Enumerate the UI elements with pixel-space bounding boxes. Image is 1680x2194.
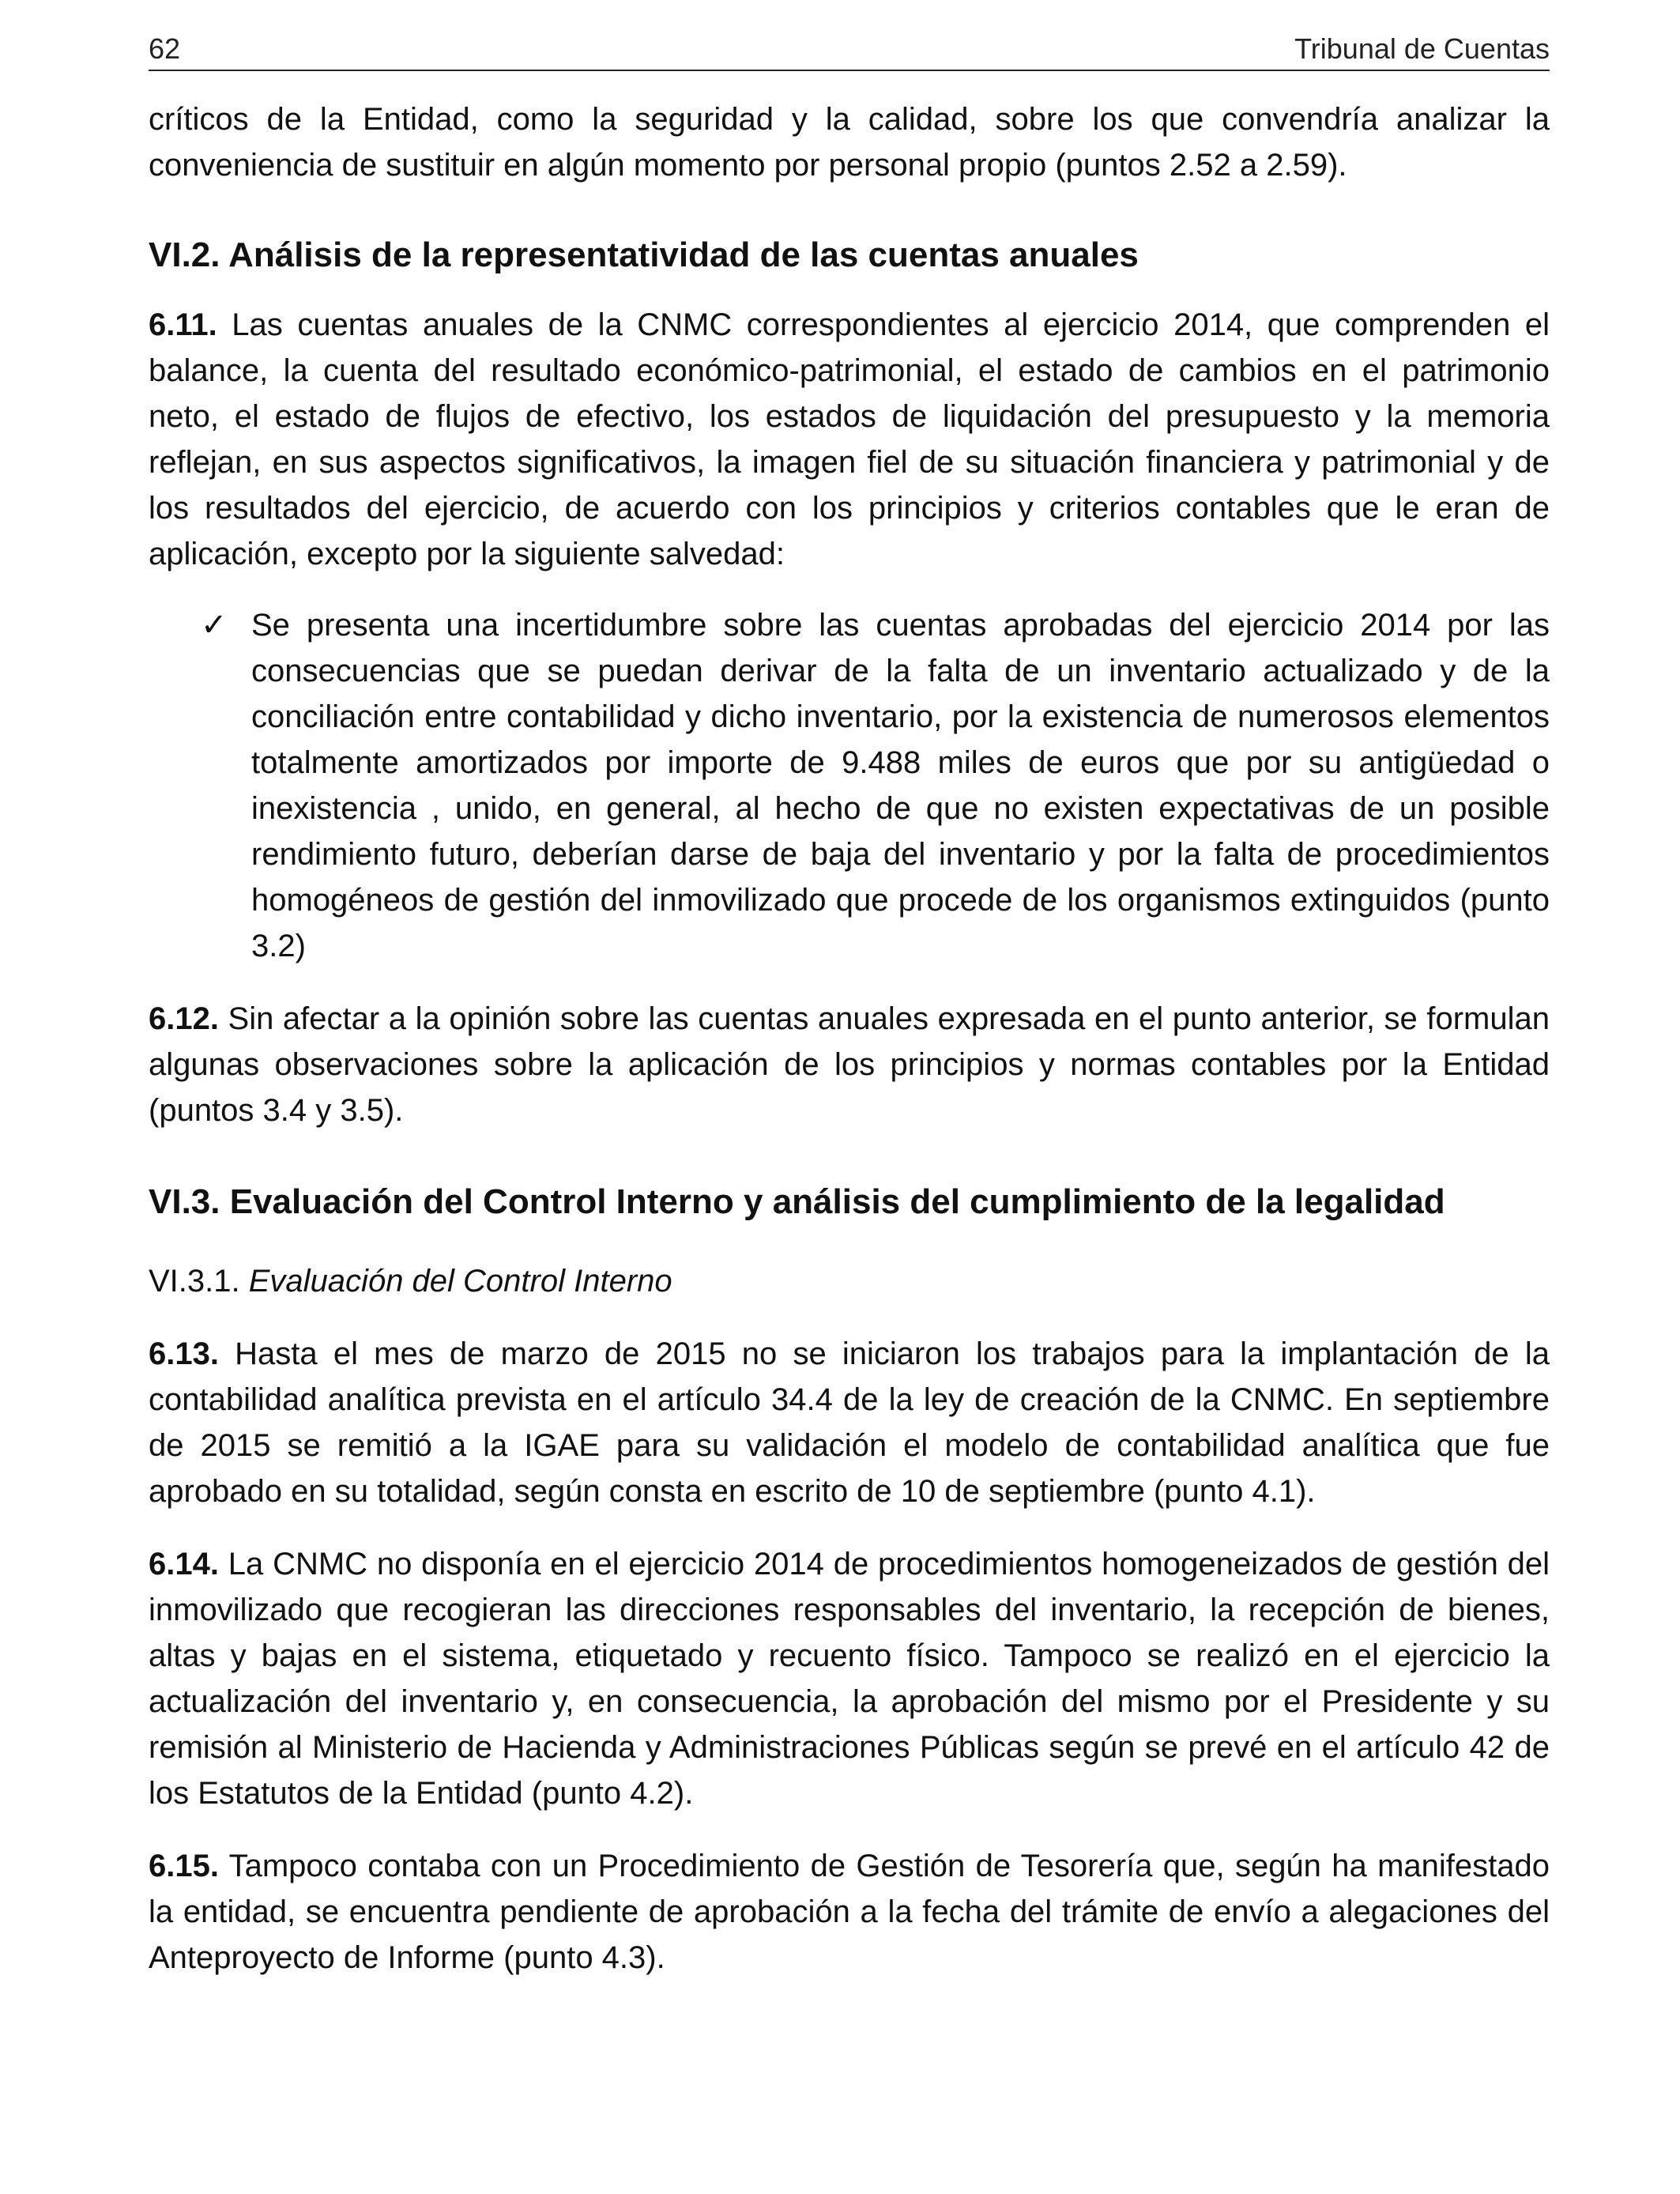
- paragraph-6-15: [149, 1843, 1550, 1981]
- section-heading-vi3: VI.3. Evaluación del Control Interno y análisis del cumplimiento de la legalidad: [149, 1182, 1445, 1221]
- paragraph-text: Sin afectar a la opinión sobre las cuentas anuales expresada en el punto anterior, se formulan algunas observaciones sobre la aplicación de los principios y normas contables por la Entidad (puntos 3.4 y 3.5).: [149, 1001, 1550, 1128]
- subsection-title: Evaluación del Control Interno: [248, 1264, 672, 1299]
- paragraph-text: Hasta el mes de marzo de 2015 no se iniciaron los trabajos para la implantación de la contabilidad analítica prevista en el artículo 34.4 de la ley de creación de la CNMC. En septiembre de 2015 se remitió a la IGAE para su validación el modelo de contabilidad analítica que fue aprobado en su totalidad, según consta en escrito de 10 de septiembre (punto 4.1).: [149, 1336, 1550, 1509]
- paragraph-number: 6.12.: [149, 1001, 219, 1036]
- paragraph-text: Las cuentas anuales de la CNMC correspondientes al ejercicio 2014, que comprenden el balance, la cuenta del resultado económico-patrimonial, el estado de cambios en el patrimonio neto, el estado de flujos de efectivo, los estados de liquidación del presupuesto y la memoria reflejan, en sus aspectos significativos, la imagen fiel de su situación financiera y patrimonial y de los resultados del ejercicio, de acuerdo con los principios y criterios contables que le eran de aplicación, excepto por la siguiente salvedad:: [149, 307, 1550, 571]
- paragraph-6-11: [149, 302, 1550, 577]
- paragraph-text: Tampoco contaba con un Procedimiento de Gestión de Tesorería que, según ha manifestado la entidad, se encuentra pendiente de aprobación a la fecha del trámite de envío a alegaciones del Anteproyecto de Informe (punto 4.3).: [149, 1849, 1550, 1975]
- page-header: [149, 32, 1550, 71]
- paragraph-number: 6.14.: [149, 1547, 219, 1581]
- section-heading-vi2: VI.2. Análisis de la representatividad de las cuentas anuales: [149, 236, 1139, 274]
- paragraph-6-13: [149, 1331, 1550, 1514]
- page-number: 62: [149, 32, 181, 65]
- paragraph-number: 6.13.: [149, 1336, 219, 1371]
- subsection-heading-vi31: [149, 1258, 1550, 1304]
- paragraph-number: 6.15.: [149, 1849, 219, 1883]
- paragraph-6-14: [149, 1541, 1550, 1816]
- paragraph-intro: críticos de la Entidad, como la seguridad y la calidad, sobre los que convendría analizar la conveniencia de sustituir en algún momento por personal propio (puntos 2.52 a 2.59).: [149, 102, 1550, 183]
- document-page: [149, 32, 1550, 1981]
- bullet-text: Se presenta una incertidumbre sobre las cuentas aprobadas del ejercicio 2014 por las consecuencias que se puedan derivar de la falta de un inventario actualizado y de la conciliación entre contabilidad y dicho inventario, por la existencia de numerosos elementos totalmente amortizados por importe de 9.488 miles de euros que por su antigüedad o inexistencia , unido, en general, al hecho de que no existen expectativas de un posible rendimiento futuro, deberían darse de baja del inventario y por la falta de procedimientos homogéneos de gestión del inmovilizado que procede de los organismos extinguidos (punto 3.2): [251, 608, 1550, 963]
- paragraph-number: 6.11.: [149, 307, 217, 342]
- check-icon: ✓: [201, 607, 228, 643]
- paragraph-text: La CNMC no disponía en el ejercicio 2014 de procedimientos homogeneizados de gestión del inmovilizado que recogieran las direcciones responsables del inventario, la recepción de bienes, altas y bajas en el sistema, etiquetado y recuento físico. Tampoco se realizó en el ejercicio la actualización del inventario y, en consecuencia, la aprobación del mismo por el Presidente y su remisión al Ministerio de Hacienda y Administraciones Públicas según se prevé en el artículo 42 de los Estatutos de la Entidad (punto 4.2).: [149, 1547, 1550, 1811]
- subsection-number: VI.3.1.: [149, 1264, 249, 1299]
- bullet-item: [201, 602, 1550, 969]
- running-title: Tribunal de Cuentas: [1294, 32, 1550, 65]
- paragraph-6-12: [149, 996, 1550, 1133]
